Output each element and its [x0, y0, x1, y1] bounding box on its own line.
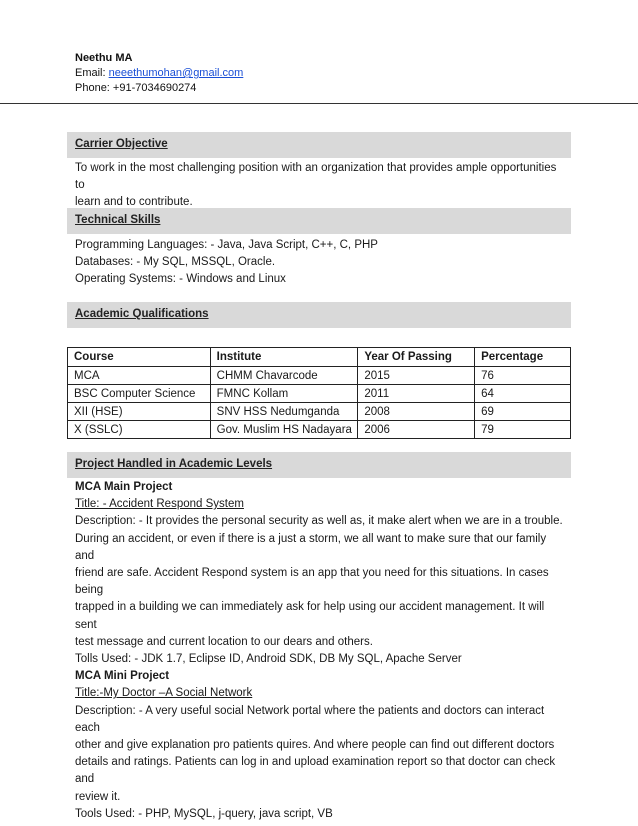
skills-line: Operating Systems: - Windows and Linux [75, 273, 286, 286]
table-cell: SNV HSS Nedumganda [210, 403, 358, 421]
table-row [68, 421, 571, 439]
column-header: Year Of Passing [358, 348, 475, 367]
email-line [75, 66, 243, 81]
academic-heading: Academic Qualifications [75, 308, 209, 320]
main-project-line: friend are safe. Accident Respond system is an app that you need for this situations. In cases being [75, 567, 549, 597]
table-cell: CHMM Chavarcode [210, 367, 358, 385]
email-label: Email: [75, 67, 109, 79]
table-cell: MCA [68, 367, 211, 385]
table-row [68, 385, 571, 403]
table-row [68, 367, 571, 385]
mini-project-tools: Tools Used: - PHP, MySQL, j-query, java script, VB [75, 807, 333, 820]
projects-text [75, 479, 565, 823]
table-cell: 79 [475, 421, 571, 439]
objective-line: learn and to contribute. [75, 196, 193, 209]
table-cell: 69 [475, 403, 571, 421]
mini-project-title: MCA Mini Project [75, 670, 170, 683]
mini-project-subtitle: Title:-My Doctor –A Social Network [75, 687, 253, 700]
phone-line: Phone: +91-7034690274 [75, 82, 197, 94]
objective-line: To work in the most challenging position with an organization that provides ample opportunities to [75, 162, 557, 192]
skills-text [75, 237, 565, 289]
projects-heading: Project Handled in Academic Levels [75, 458, 273, 470]
objective-heading: Carrier Objective [75, 138, 168, 150]
contact-header [75, 51, 243, 96]
main-project-line: test message and current location to our dears and others. [75, 635, 373, 648]
column-header: Institute [210, 348, 358, 367]
table-header-row [68, 348, 571, 367]
table-row [68, 403, 571, 421]
table-cell: 76 [475, 367, 571, 385]
table-cell: FMNC Kollam [210, 385, 358, 403]
column-header: Course [68, 348, 211, 367]
main-project-subtitle: Title: - Accident Respond System [75, 498, 244, 511]
projects-heading-band [67, 452, 571, 478]
skills-line: Programming Languages: - Java, Java Script, C++, C, PHP [75, 239, 378, 251]
table-cell: 2011 [358, 385, 475, 403]
objective-text [75, 160, 565, 212]
academic-table [67, 347, 571, 439]
table-cell: BSC Computer Science [68, 385, 211, 403]
objective-heading-band [67, 132, 571, 158]
skills-heading-band [67, 208, 571, 234]
mini-project-line: review it. [75, 790, 121, 803]
table-cell: 64 [475, 385, 571, 403]
skills-line: Databases: - My SQL, MSSQL, Oracle. [75, 256, 276, 269]
skills-heading: Technical Skills [75, 214, 161, 226]
mini-project-line: details and ratings. Patients can log in and upload examination report so that doctor can check and [75, 756, 556, 786]
main-project-tools: Tolls Used: - JDK 1.7, Eclipse ID, Android SDK, DB My SQL, Apache Server [75, 653, 462, 666]
table-cell: Gov. Muslim HS Nadayara [210, 421, 358, 439]
academic-heading-band [67, 302, 571, 328]
table-cell: X (SSLC) [68, 421, 211, 439]
main-project-title: MCA Main Project [75, 481, 173, 493]
table-cell: 2015 [358, 367, 475, 385]
table-cell: 2006 [358, 421, 475, 439]
candidate-name: Neethu MA [75, 52, 133, 64]
mini-project-line: other and give explanation pro patients quires. And where people can find out different doctors [75, 739, 555, 752]
column-header: Percentage [475, 348, 571, 367]
main-project-line: Description: - It provides the personal security as well as, it make alert when we are in a trouble. [75, 515, 563, 528]
main-project-line: trapped in a building we can immediately ask for help using our accident management. It will sent [75, 601, 545, 631]
mini-project-line: Description: - A very useful social Network portal where the patients and doctors can interact each [75, 704, 545, 734]
main-project-line: During an accident, or even if there is a just a storm, we all want to make sure that our family and [75, 532, 547, 562]
table-cell: 2008 [358, 403, 475, 421]
header-divider [0, 103, 638, 104]
email-link[interactable]: neeethumohan@gmail.com [108, 67, 244, 79]
table-cell: XII (HSE) [68, 403, 211, 421]
